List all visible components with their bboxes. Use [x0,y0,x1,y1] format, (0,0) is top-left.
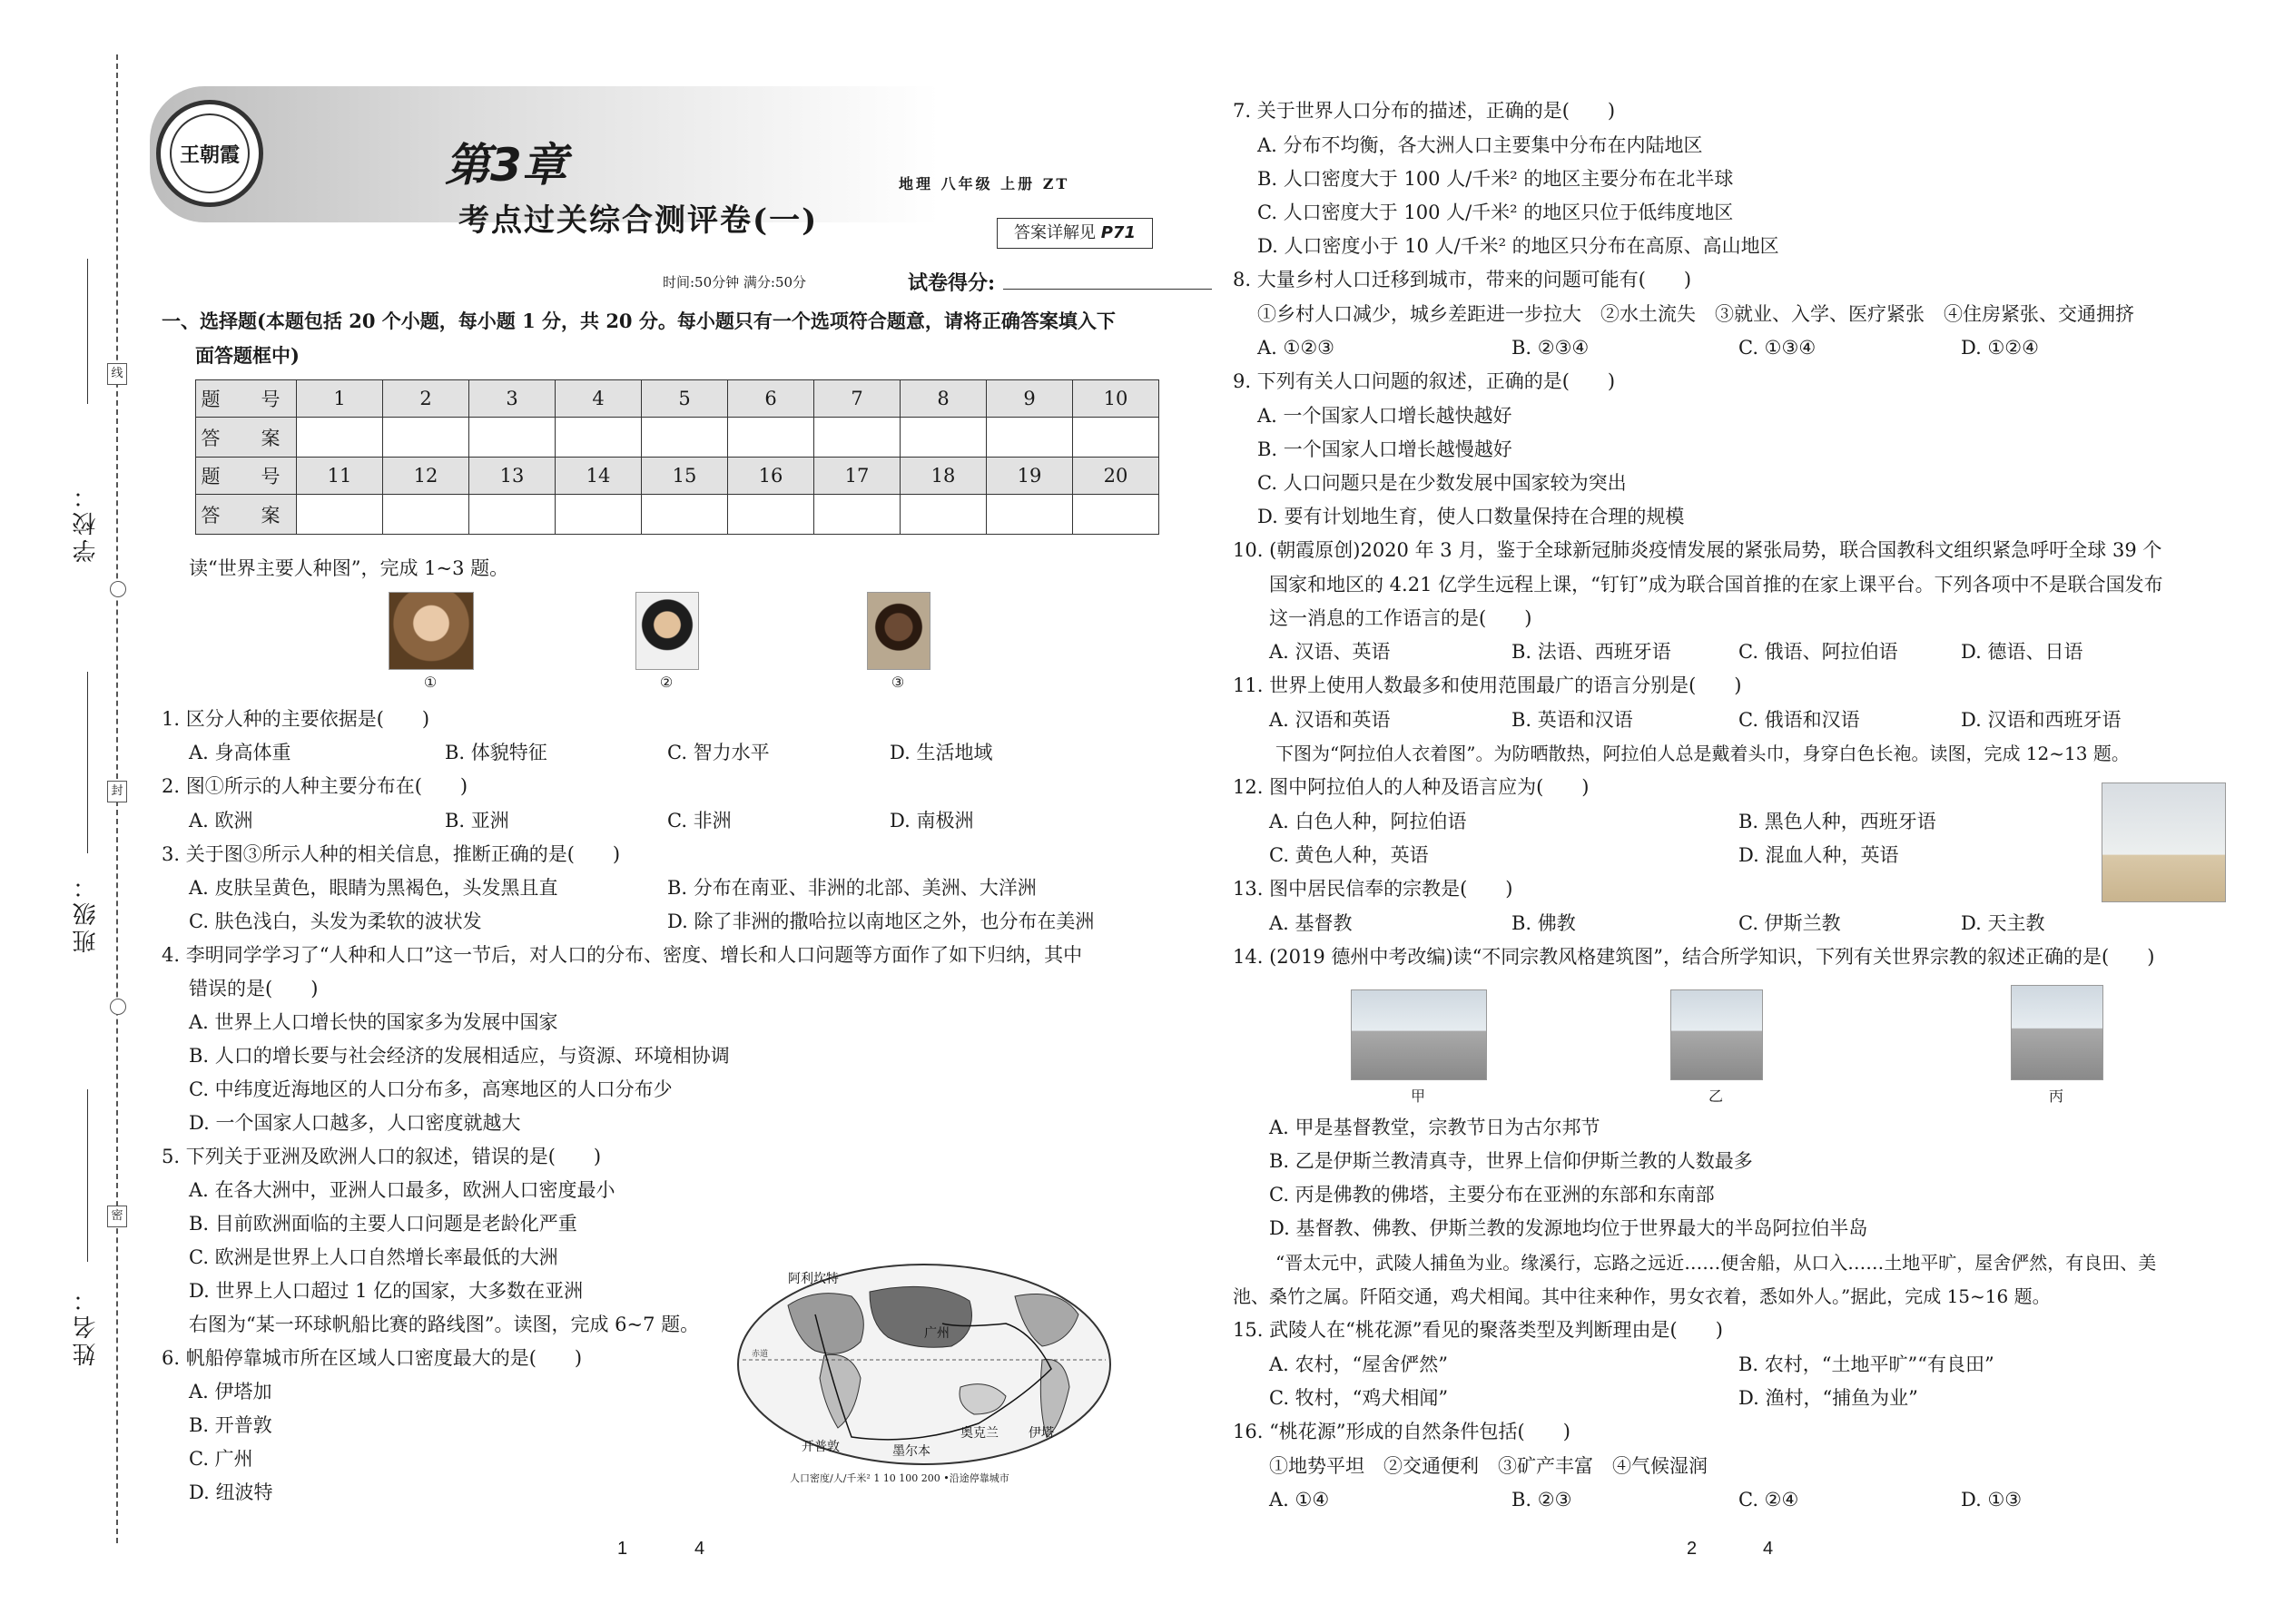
question-number: 16 [728,458,814,495]
option: C. 中纬度近海地区的人口分布多，高寒地区的人口分布少 [189,1078,673,1100]
name-label: 姓名： [73,1284,100,1366]
option: A. 基督教 [1269,912,1353,934]
question-stem: 3. 关于图③所示人种的相关信息，推断正确的是( ) [162,843,621,865]
class-label: 班级： [73,871,100,953]
question-number: 17 [814,458,901,495]
answer-reference-box [997,218,1153,249]
question-number: 14 [556,458,642,495]
subject-tag: 地理 八年级 上册 ZT [899,175,1070,192]
sailing-route-world-map [733,1260,1115,1469]
option: B. 亚洲 [445,810,509,832]
question-stem: 11. 世界上使用人数最多和使用范围最广的语言分别是( ) [1233,674,1742,696]
question-stem-cont: 国家和地区的 4.21 亿学生远程上课，“钉钉”成为联合国首推的在家上课平台。下列各项中不是联合国发布 [1269,574,2163,595]
answer-cell[interactable] [642,495,728,535]
page-total: 4 [694,1539,705,1559]
answer-cell[interactable] [383,495,469,535]
option: B. ②③ [1511,1489,1572,1511]
answer-cell[interactable] [987,495,1073,535]
question-stem: 15. 武陵人在“桃花源”看见的聚落类型及判断理由是( ) [1233,1319,1723,1341]
answer-cell[interactable] [728,495,814,535]
question-number: 1 [297,380,383,418]
option: C. 俄语和汉语 [1738,709,1860,731]
statement-list: ①地势平坦 ②交通便利 ③矿产丰富 ④气候湿润 [1269,1455,1708,1477]
option: A. 身高体重 [189,742,291,763]
score-label: 试卷得分: [908,271,996,295]
question-number: 3 [469,380,556,418]
answer-cell[interactable] [297,418,383,458]
option: B. 农村，“土地平旷”“有良田” [1738,1353,1994,1375]
statement-list: ①乡村人口减少，城乡差距进一步拉大 ②水土流失 ③就业、入学、医疗紧张 ④住房紧张、交通拥挤 [1257,303,2134,325]
map-label: 墨尔本 [892,1444,930,1459]
option: B. 体貌特征 [445,742,547,763]
map-label: 伊塔 [1029,1426,1054,1441]
option: A. 欧洲 [189,810,253,832]
option: C. 人口问题只是在少数发展中国家较为突出 [1257,472,1627,494]
option: D. 南极洲 [890,810,974,832]
school-underline [87,259,88,404]
option: D. 混血人种，英语 [1738,844,1899,866]
option: B. ②③④ [1511,337,1590,359]
option: D. 人口密度小于 10 人/千米² 的地区只分布在高原、高山地区 [1257,235,1779,257]
answer-cell[interactable] [642,418,728,458]
answer-header: 答 案 [196,418,297,458]
option: C. 广州 [189,1448,253,1470]
option: A. ①④ [1269,1489,1330,1511]
option: A. 一个国家人口增长越快越好 [1257,405,1512,427]
question-stem: 2. 图①所示的人种主要分布在( ) [162,775,468,797]
intro-arab-clothing: 下图为“阿拉伯人衣着图”。为防晒散热，阿拉伯人总是戴着头巾，身穿白色长袍。读图，完成 12~13 题。 [1275,743,2130,764]
question-stem: 16. “桃花源”形成的自然条件包括( ) [1233,1421,1570,1442]
section-title: 一、选择题(本题包括 20 个小题，每小题 1 分，共 20 分。每小题只有一个选项符合题意，请将正确答案填入下 [162,310,1116,332]
religious-building-jia [1351,989,1487,1080]
name-underline [87,1089,88,1262]
option: D. 生活地域 [890,742,993,763]
building-caption: 甲 [1410,1088,1425,1105]
question-number: 8 [901,380,987,418]
option: B. 乙是伊斯兰教清真寺，世界上信仰伊斯兰教的人数最多 [1269,1150,1753,1172]
score-underline [1003,289,1212,290]
option: D. 渔村，“捕鱼为业” [1738,1387,1918,1409]
option: B. 法语、西班牙语 [1511,641,1671,663]
question-stem: 9. 下列有关人口问题的叙述，正确的是( ) [1233,370,1616,392]
map-label: 奥克兰 [960,1426,999,1441]
race-photo-1 [389,592,474,670]
option: A. 分布不均衡，各大洲人口主要集中分布在内陆地区 [1257,134,1703,156]
question-number: 7 [814,380,901,418]
photo-caption: ② [659,674,674,691]
question-number: 12 [383,458,469,495]
photo-caption: ① [423,674,438,691]
answer-ref-prefix: 答案详解见 [1014,223,1096,242]
question-number: 18 [901,458,987,495]
question-stem: 7. 关于世界人口分布的描述，正确的是( ) [1233,100,1616,122]
question-number: 20 [1073,458,1159,495]
section-title-cont: 面答题框中) [195,344,300,367]
answer-ref-page: P71 [1100,223,1136,242]
religious-building-bing [2011,985,2103,1080]
option: B. 人口的增长要与社会经济的发展相适应，与资源、环境相协调 [189,1045,730,1067]
page-total: 4 [1763,1539,1774,1559]
option: C. 牧村，“鸡犬相闻” [1269,1387,1449,1409]
option: A. 白色人种，阿拉伯语 [1269,811,1467,832]
answer-cell[interactable] [469,418,556,458]
question-number: 2 [383,380,469,418]
option: D. 除了非洲的撒哈拉以南地区之外，也分布在美洲 [667,910,1095,932]
logo-text: 王朝霞 [170,113,250,193]
option: C. 伊斯兰教 [1738,912,1841,934]
option: D. 天主教 [1961,912,2045,934]
question-stem: 5. 下列关于亚洲及欧洲人口的叙述，错误的是( ) [162,1146,602,1167]
question-number: 19 [987,458,1073,495]
question-stem: 1. 区分人种的主要依据是( ) [162,708,430,730]
option: C. ②④ [1738,1489,1799,1511]
answer-cell[interactable] [469,495,556,535]
option: D. 基督教、佛教、伊斯兰教的发源地均位于世界最大的半岛阿拉伯半岛 [1269,1217,1868,1239]
arab-clothing-photo [2102,782,2226,902]
option: B. 一个国家人口增长越慢越好 [1257,438,1512,460]
building-caption: 乙 [1708,1088,1723,1105]
school-label: 学校： [73,481,100,563]
chapter-title: 第3章 [445,139,567,192]
question-number: 13 [469,458,556,495]
option: B. 人口密度大于 100 人/千米² 的地区主要分布在北半球 [1257,168,1734,190]
option: D. 汉语和西班牙语 [1961,709,2122,731]
seal-char-line: 线 [107,363,127,385]
option: B. 分布在南亚、非洲的北部、美洲、大洋洲 [667,877,1037,899]
map-label: 阿利坎特 [788,1272,839,1286]
map-label: 赤道 [752,1350,769,1359]
question-number: 4 [556,380,642,418]
option: A. 皮肤呈黄色，眼睛为黑褐色，头发黑且直 [189,877,558,899]
question-stem: 14. (2019 德州中考改编)读“不同宗教风格建筑图”，结合所学知识，下列有关世界宗教的叙述正确的是( ) [1233,946,2155,968]
option: A. 伊塔加 [189,1381,272,1403]
answer-cell[interactable] [1073,495,1159,535]
seal-char-secret: 密 [107,1206,127,1227]
answer-cell[interactable] [814,495,901,535]
question-number: 6 [728,380,814,418]
option: C. 欧洲是世界上人口自然增长率最低的大洲 [189,1246,558,1268]
option: C. 人口密度大于 100 人/千米² 的地区只位于低纬度地区 [1257,202,1734,223]
question-number: 15 [642,458,728,495]
option: D. 纽波特 [189,1481,273,1503]
answer-cell[interactable] [901,418,987,458]
seal-char-seal: 封 [107,781,127,802]
option: A. 汉语和英语 [1269,709,1391,731]
option: D. 一个国家人口越多，人口密度就越大 [189,1112,521,1134]
option: B. 佛教 [1511,912,1576,934]
page-number: 2 [1687,1539,1698,1559]
option: B. 开普敦 [189,1414,272,1436]
building-caption: 丙 [2048,1088,2063,1105]
option: C. ①③④ [1738,337,1816,359]
answer-header: 答 案 [196,495,297,535]
race-photo-2 [635,592,699,670]
classical-passage: “晋太元中，武陵人捕鱼为业。缘溪行，忘路之远近……便舍船，从口入……土地平旷，屋舍俨然，有良田、美 [1275,1252,2157,1274]
option: C. 俄语、阿拉伯语 [1738,641,1898,663]
question-number: 10 [1073,380,1159,418]
question-stem: 10. (朝霞原创)2020 年 3 月，鉴于全球新冠肺炎疫情发展的紧张局势，联合国教科文组织紧急呼吁全球 39 个 [1233,539,2162,561]
exam-title: 考点过关综合测评卷(一) [458,202,819,239]
race-photo-3 [867,592,930,670]
map-label: 广州 [924,1326,950,1341]
photo-caption: ③ [891,674,905,691]
option: D. 要有计划地生育，使人口数量保持在合理的规模 [1257,506,1685,527]
map-label: 开普敦 [802,1440,840,1454]
question-stem-cont: 这一消息的工作语言的是( ) [1269,607,1532,629]
question-number: 5 [642,380,728,418]
question-stem: 13. 图中居民信奉的宗教是( ) [1233,878,1513,900]
brand-logo [156,100,263,207]
answer-cell[interactable] [556,495,642,535]
class-underline [87,672,88,853]
option: A. 在各大洲中，亚洲人口最多，欧洲人口密度最小 [189,1179,615,1201]
option: C. 肤色浅白，头发为柔软的波状发 [189,910,482,932]
option: A. 汉语、英语 [1269,641,1391,663]
margin-ring [110,999,126,1015]
option: C. 非洲 [667,810,732,832]
answer-cell[interactable] [383,418,469,458]
question-number: 11 [297,458,383,495]
option: C. 智力水平 [667,742,770,763]
intro-sailing-map: 右图为“某一环球帆船比赛的路线图”。读图，完成 6~7 题。 [189,1314,700,1335]
answer-cell[interactable] [987,418,1073,458]
intro-race-figure: 读“世界主要人种图”，完成 1~3 题。 [189,557,509,579]
option: A. 世界上人口增长快的国家多为发展中国家 [189,1011,558,1033]
page-number: 1 [617,1539,628,1559]
time-score-info: 时间:50分钟 满分:50分 [663,274,807,290]
margin-ring [110,581,126,597]
religious-building-yi [1670,989,1763,1080]
answer-cell[interactable] [901,495,987,535]
question-stem: 8. 大量乡村人口迁移到城市，带来的问题可能有( ) [1233,269,1692,290]
option: A. ①②③ [1257,337,1334,359]
option: D. 德语、日语 [1961,641,2083,663]
question-stem-cont: 错误的是( ) [189,978,319,999]
num-header: 题 号 [196,458,297,495]
option: C. 丙是佛教的佛塔，主要分布在亚洲的东部和东南部 [1269,1184,1715,1206]
option: A. 农村，“屋舍俨然” [1269,1353,1448,1375]
question-stem: 6. 帆船停靠城市所在区域人口密度最大的是( ) [162,1347,583,1369]
option: B. 英语和汉语 [1511,709,1633,731]
answer-grid [195,379,1159,535]
option: A. 甲是基督教堂，宗教节日为古尔邦节 [1269,1117,1600,1138]
option: B. 目前欧洲面临的主要人口问题是老龄化严重 [189,1213,577,1235]
option: D. ①②④ [1961,337,2039,359]
answer-cell[interactable] [728,418,814,458]
answer-cell[interactable] [556,418,642,458]
answer-cell[interactable] [814,418,901,458]
num-header: 题 号 [196,380,297,418]
option: D. ①③ [1961,1489,2023,1511]
option: D. 世界上人口超过 1 亿的国家，大多数在亚洲 [189,1280,584,1302]
map-legend: 人口密度/人/千米² 1 10 100 200 •沿途停靠城市 [790,1472,1009,1484]
answer-cell[interactable] [297,495,383,535]
option: B. 黑色人种，西班牙语 [1738,811,1936,832]
question-stem: 4. 李明同学学习了“人种和人口”这一节后，对人口的分布、密度、增长和人口问题等方面作了如下归纳，其中 [162,944,1083,966]
classical-passage-cont: 池、桑竹之属。阡陌交通，鸡犬相闻。其中往来种作，男女衣着，悉如外人。”据此，完成 15~16 题。 [1233,1285,2051,1307]
question-number: 9 [987,380,1073,418]
answer-cell[interactable] [1073,418,1159,458]
question-stem: 12. 图中阿拉伯人的人种及语言应为( ) [1233,776,1590,798]
option: C. 黄色人种，英语 [1269,844,1429,866]
